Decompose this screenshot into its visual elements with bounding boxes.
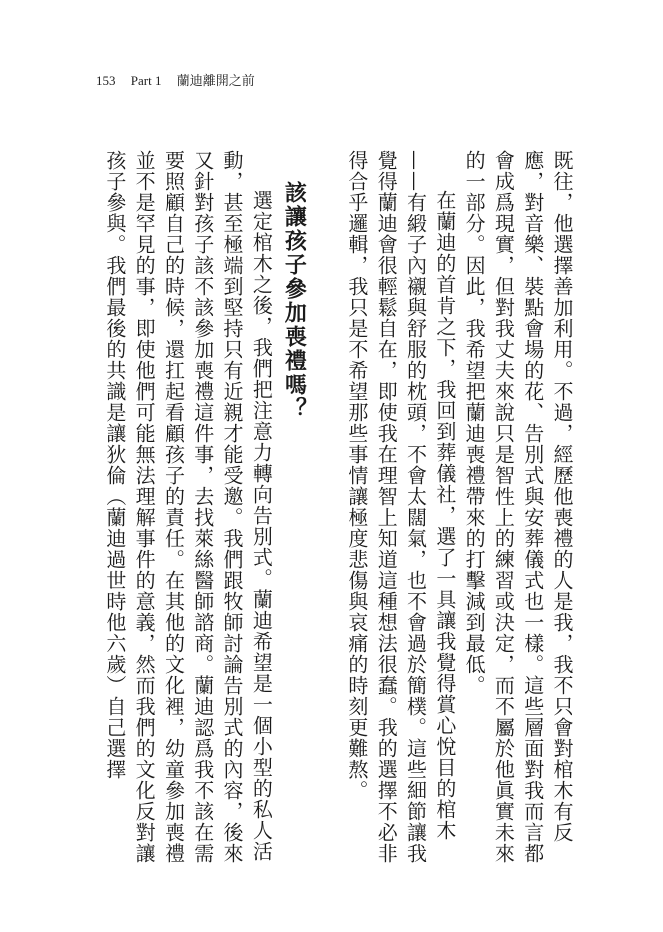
- page-number: 153: [96, 73, 116, 88]
- running-header: [96, 70, 267, 89]
- section-heading: 該讓孩子參加喪禮嗎？: [281, 180, 307, 421]
- chapter-title: 蘭迪離開之前: [176, 73, 255, 88]
- vertical-text-body: [96, 150, 576, 870]
- paragraph-2: 在蘭迪的首肯之下，我回到葬儀社，選了一具讓我覺得賞心悅目的棺木——有緞子內襯與舒服的枕頭，不會太闊氣，也不會過於簡樸。這些細節讓我覺得蘭迪會很輕鬆自在，即使我在理智上知道這種想法很蠢。我的選擇不必非得合乎邏輯，我只是不希望那些事情讓極度悲傷與哀痛的時刻更難熬。: [344, 150, 457, 864]
- paragraph-1: 既往，他選擇善加利用。不過，經歷他喪禮的人是我，我不只會對棺木有反應，對音樂、裝點會場的花、告別式與安葬儀式也一樣。這些層面對我而言都會成爲現實，但對我丈夫來說只是智性上的練習或決定，而不屬於他眞實未來的一部分。因此，我希望把蘭迪喪禮帶來的打擊減到最低。: [462, 150, 574, 864]
- part-label: Part 1: [130, 73, 162, 88]
- paragraph-3: 選定棺木之後，我們把注意力轉向告別式。蘭迪希望是一個小型的私人活動，甚至極端到堅持只有近親才能受邀。我們跟牧師討論告別式的內容，後來又針對孩子該不該參加喪禮這件事，去找萊絲醫師諮商。蘭迪認爲我不該在需要照顧自己的時候，還扛起看顧孩子的責任。在其他的文化裡，幼童參加喪禮並不是罕見的事，即使他們可能無法理解事件的意義，然而我們的文化反對讓孩子參與。我們最後的共識是讓狄倫（蘭迪過世時他六歲）自己選擇: [102, 150, 274, 864]
- section-gap: [312, 150, 341, 151]
